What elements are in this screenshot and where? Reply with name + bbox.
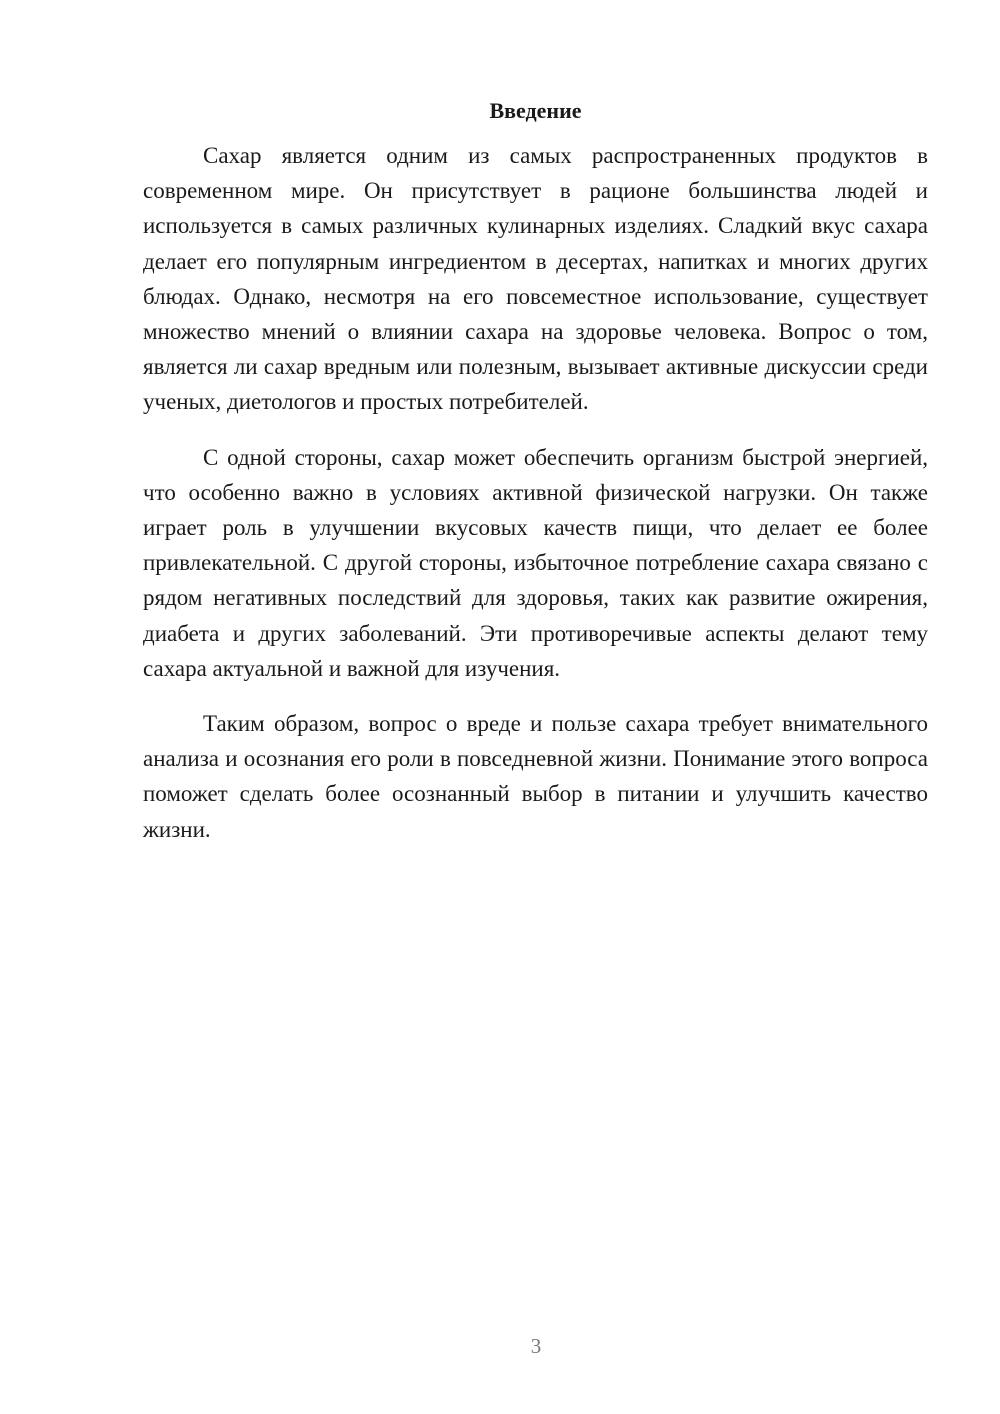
page-content — [143, 96, 928, 867]
paragraph-1: Сахар является одним из самых распространенных продуктов в современном мире. Он присутствует в рационе большинства людей и используется в самых различных кулинарных изделиях. Сладкий вкус сахара делает его популярным ингредиентом в десертах, напитках и многих других блюдах. Однако, несмотря на его повсеместное использование, существует множество мнений о влиянии сахара на здоровье человека. Вопрос о том, является ли сахар вредным или полезным, вызывает активные дискуссии среди ученых, диетологов и простых потребителей. — [143, 143, 928, 415]
page-number: 3 — [530, 1334, 542, 1358]
paragraph-2: С одной стороны, сахар может обеспечить организм быстрой энергией, что особенно важно в условиях активной физической нагрузки. Он также играет роль в улучшении вкусовых качеств пищи, что делает ее более привлекательной. С другой стороны, избыточное потребление сахара связано с рядом негативных последствий для здоровья, таких как развитие ожирения, диабета и других заболеваний. Эти противоречивые аспекты делают тему сахара актуальной и важной для изучения. — [143, 444, 928, 681]
section-title: Введение — [489, 98, 582, 123]
paragraph-3: Таким образом, вопрос о вреде и пользе сахара требует внимательного анализа и осознания его роли в повседневной жизни. Понимание этого вопроса поможет сделать более осознанный выбор в питании и улучшить качество жизни. — [143, 711, 928, 842]
